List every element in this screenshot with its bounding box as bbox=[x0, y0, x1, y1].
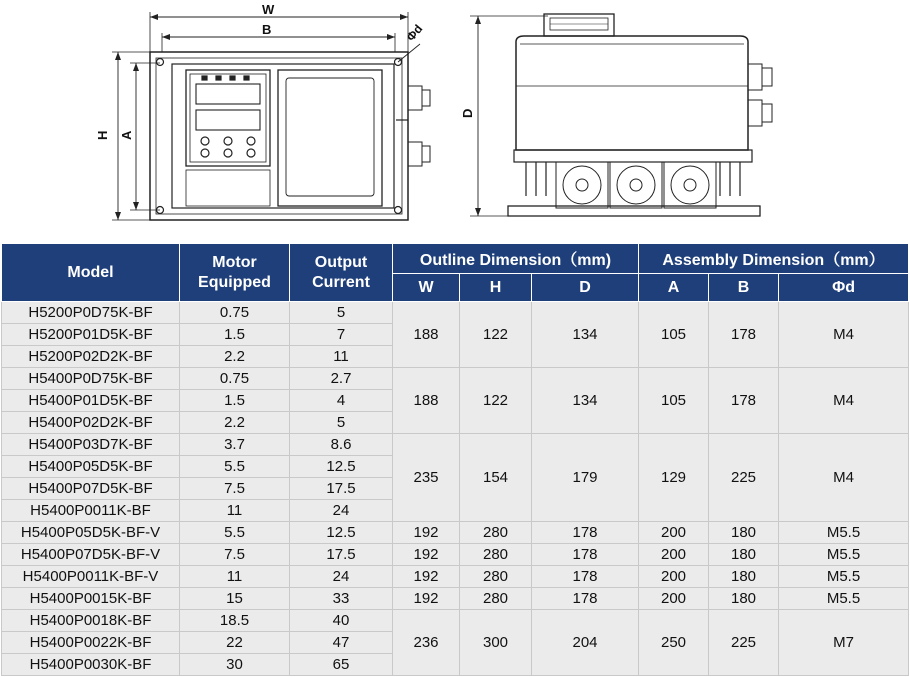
header-w: W bbox=[393, 274, 460, 302]
motor-cell: 0.75 bbox=[180, 302, 290, 324]
dimension-a-cell: 105 bbox=[639, 368, 709, 434]
dimension-b-cell: 180 bbox=[709, 544, 779, 566]
dimension-d-cell: 179 bbox=[532, 434, 639, 522]
dimension-w-cell: 192 bbox=[393, 522, 460, 544]
current-cell: 17.5 bbox=[290, 544, 393, 566]
header-current-line2: Current bbox=[312, 273, 370, 291]
motor-cell: 1.5 bbox=[180, 324, 290, 346]
model-cell: H5200P02D2K-BF bbox=[2, 346, 180, 368]
dimension-phid-cell: M5.5 bbox=[779, 566, 909, 588]
label-w: W bbox=[262, 2, 275, 17]
dimension-h-cell: 300 bbox=[460, 610, 532, 676]
header-b: B bbox=[709, 274, 779, 302]
specification-table bbox=[1, 243, 909, 676]
table-row bbox=[2, 588, 909, 610]
dimension-h-cell: 280 bbox=[460, 544, 532, 566]
header-assembly-dimension: Assembly Dimension（mm） bbox=[639, 244, 909, 274]
model-cell: H5200P0D75K-BF bbox=[2, 302, 180, 324]
motor-cell: 30 bbox=[180, 654, 290, 676]
dimension-d-cell: 178 bbox=[532, 522, 639, 544]
header-a: A bbox=[639, 274, 709, 302]
dimension-a-cell: 200 bbox=[639, 588, 709, 610]
dimension-b-cell: 178 bbox=[709, 368, 779, 434]
side-view-drawing bbox=[470, 14, 772, 216]
dimension-h-cell: 122 bbox=[460, 302, 532, 368]
current-cell: 7 bbox=[290, 324, 393, 346]
dimension-b-cell: 180 bbox=[709, 566, 779, 588]
motor-cell: 7.5 bbox=[180, 544, 290, 566]
model-cell: H5200P01D5K-BF bbox=[2, 324, 180, 346]
current-cell: 12.5 bbox=[290, 522, 393, 544]
motor-cell: 2.2 bbox=[180, 412, 290, 434]
dimension-h-cell: 154 bbox=[460, 434, 532, 522]
label-h: H bbox=[95, 130, 110, 140]
dimension-a-cell: 200 bbox=[639, 566, 709, 588]
motor-cell: 11 bbox=[180, 566, 290, 588]
current-cell: 24 bbox=[290, 500, 393, 522]
dimension-phid-cell: M5.5 bbox=[779, 522, 909, 544]
table-header bbox=[2, 244, 909, 302]
current-cell: 4 bbox=[290, 390, 393, 412]
model-cell: H5400P07D5K-BF-V bbox=[2, 544, 180, 566]
dimension-b-cell: 180 bbox=[709, 522, 779, 544]
dimension-phid-cell: M4 bbox=[779, 302, 909, 368]
model-cell: H5400P07D5K-BF bbox=[2, 478, 180, 500]
current-cell: 47 bbox=[290, 632, 393, 654]
front-view-drawing bbox=[112, 12, 430, 220]
motor-cell: 7.5 bbox=[180, 478, 290, 500]
dimension-h-cell: 122 bbox=[460, 368, 532, 434]
dimension-b-cell: 180 bbox=[709, 588, 779, 610]
table-body bbox=[2, 302, 909, 676]
header-phid: Φd bbox=[779, 274, 909, 302]
header-motor-line1: Motor bbox=[212, 253, 257, 271]
dimension-a-cell: 200 bbox=[639, 522, 709, 544]
current-cell: 5 bbox=[290, 302, 393, 324]
dimension-d-cell: 134 bbox=[532, 368, 639, 434]
model-cell: H5400P03D7K-BF bbox=[2, 434, 180, 456]
table-row bbox=[2, 544, 909, 566]
motor-cell: 5.5 bbox=[180, 522, 290, 544]
dimension-phid-cell: M7 bbox=[779, 610, 909, 676]
model-cell: H5400P0015K-BF bbox=[2, 588, 180, 610]
dimension-d-cell: 178 bbox=[532, 588, 639, 610]
model-cell: H5400P0011K-BF bbox=[2, 500, 180, 522]
current-cell: 5 bbox=[290, 412, 393, 434]
motor-cell: 5.5 bbox=[180, 456, 290, 478]
header-model: Model bbox=[2, 244, 180, 302]
motor-cell: 22 bbox=[180, 632, 290, 654]
dimension-w-cell: 188 bbox=[393, 302, 460, 368]
current-cell: 11 bbox=[290, 346, 393, 368]
current-cell: 65 bbox=[290, 654, 393, 676]
model-cell: H5400P0018K-BF bbox=[2, 610, 180, 632]
table-row bbox=[2, 434, 909, 456]
model-cell: H5400P0030K-BF bbox=[2, 654, 180, 676]
motor-cell: 11 bbox=[180, 500, 290, 522]
label-d: D bbox=[460, 108, 475, 118]
dimension-phid-cell: M5.5 bbox=[779, 544, 909, 566]
dimension-w-cell: 236 bbox=[393, 610, 460, 676]
dimension-drawings bbox=[0, 0, 910, 235]
table-row bbox=[2, 522, 909, 544]
current-cell: 40 bbox=[290, 610, 393, 632]
model-cell: H5400P02D2K-BF bbox=[2, 412, 180, 434]
dimension-phid-cell: M4 bbox=[779, 368, 909, 434]
label-phid: Φd bbox=[403, 21, 426, 44]
dimension-w-cell: 192 bbox=[393, 588, 460, 610]
dimension-w-cell: 188 bbox=[393, 368, 460, 434]
header-h: H bbox=[460, 274, 532, 302]
header-d: D bbox=[532, 274, 639, 302]
header-output-current bbox=[290, 244, 393, 302]
dimension-d-cell: 134 bbox=[532, 302, 639, 368]
label-b: B bbox=[262, 22, 272, 37]
table-row bbox=[2, 368, 909, 390]
model-cell: H5400P0022K-BF bbox=[2, 632, 180, 654]
dimension-b-cell: 225 bbox=[709, 434, 779, 522]
model-cell: H5400P0D75K-BF bbox=[2, 368, 180, 390]
current-cell: 8.6 bbox=[290, 434, 393, 456]
dimension-a-cell: 200 bbox=[639, 544, 709, 566]
motor-cell: 0.75 bbox=[180, 368, 290, 390]
table-row bbox=[2, 610, 909, 632]
current-cell: 33 bbox=[290, 588, 393, 610]
motor-cell: 15 bbox=[180, 588, 290, 610]
dimension-h-cell: 280 bbox=[460, 566, 532, 588]
dimension-phid-cell: M4 bbox=[779, 434, 909, 522]
dimension-h-cell: 280 bbox=[460, 588, 532, 610]
dimension-w-cell: 235 bbox=[393, 434, 460, 522]
dimension-w-cell: 192 bbox=[393, 544, 460, 566]
table-row bbox=[2, 566, 909, 588]
current-cell: 2.7 bbox=[290, 368, 393, 390]
dimension-a-cell: 250 bbox=[639, 610, 709, 676]
motor-cell: 2.2 bbox=[180, 346, 290, 368]
current-cell: 17.5 bbox=[290, 478, 393, 500]
dimension-d-cell: 178 bbox=[532, 566, 639, 588]
dimension-a-cell: 105 bbox=[639, 302, 709, 368]
motor-cell: 18.5 bbox=[180, 610, 290, 632]
current-cell: 24 bbox=[290, 566, 393, 588]
model-cell: H5400P01D5K-BF bbox=[2, 390, 180, 412]
header-motor-line2: Equipped bbox=[198, 273, 271, 291]
motor-cell: 3.7 bbox=[180, 434, 290, 456]
dimension-b-cell: 178 bbox=[709, 302, 779, 368]
dimension-d-cell: 204 bbox=[532, 610, 639, 676]
header-motor-equipped bbox=[180, 244, 290, 302]
dimension-d-cell: 178 bbox=[532, 544, 639, 566]
header-current-line1: Output bbox=[314, 253, 368, 271]
header-outline-dimension: Outline Dimension（mm) bbox=[393, 244, 639, 274]
dimension-b-cell: 225 bbox=[709, 610, 779, 676]
model-cell: H5400P0011K-BF-V bbox=[2, 566, 180, 588]
model-cell: H5400P05D5K-BF bbox=[2, 456, 180, 478]
table-row bbox=[2, 302, 909, 324]
label-a: A bbox=[119, 130, 134, 140]
dimension-phid-cell: M5.5 bbox=[779, 588, 909, 610]
motor-cell: 1.5 bbox=[180, 390, 290, 412]
dimension-w-cell: 192 bbox=[393, 566, 460, 588]
dimension-a-cell: 129 bbox=[639, 434, 709, 522]
dimension-h-cell: 280 bbox=[460, 522, 532, 544]
current-cell: 12.5 bbox=[290, 456, 393, 478]
model-cell: H5400P05D5K-BF-V bbox=[2, 522, 180, 544]
